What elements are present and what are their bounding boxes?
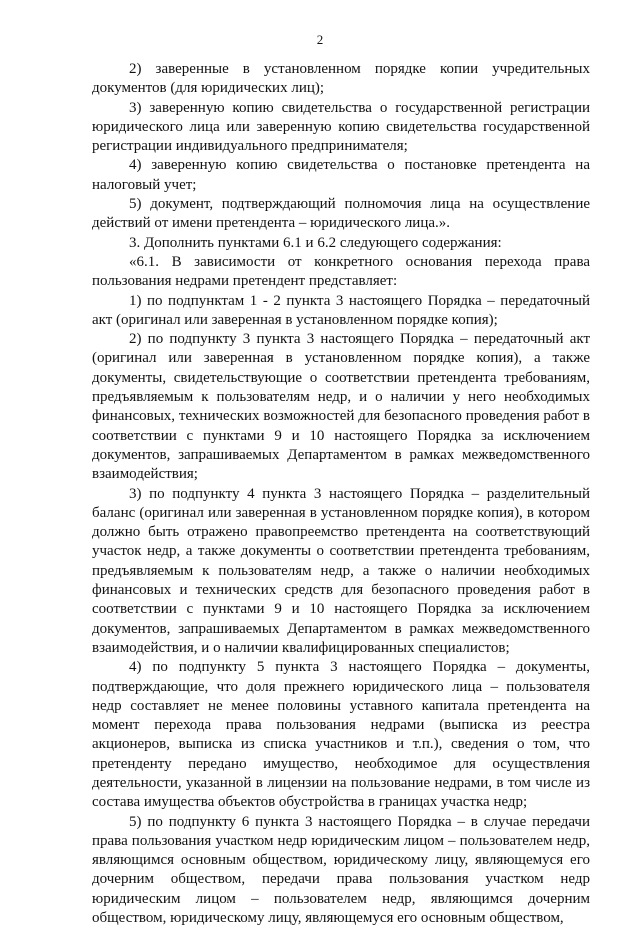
paragraph: 2) заверенные в установленном порядке копии учредительных документов (для юридических лиц);	[92, 61, 590, 97]
paragraph: 3) заверенную копию свидетельства о государственной регистрации юридического лица или заверенную копию свидетельства государственной регистрации индивидуального предпринимателя;	[92, 99, 590, 155]
paragraph: 4) заверенную копию свидетельства о постановке претендента на налоговый учет;	[92, 157, 590, 193]
page-number: 2	[316, 32, 324, 47]
paragraph: 3) по подпункту 4 пункта 3 настоящего Порядка – разделительный баланс (оригинал или заверенная в установленном порядке копия), в котором должно быть отражено правопреемство претендента на соответствующий участок недр, а также документы о соответствии претендента требованиям, предъявляемым к пользователям недр, а также о наличии необходимых финансовых и технических средств для безопасного проведения работ в соответствии с пунктами 9 и 10 настоящего Порядка за исключением документов, запрашиваемых Департаментом в рамках межведомственного взаимодействия, и о наличии квалифицированных специалистов;	[92, 485, 590, 656]
paragraph: 1) по подпунктам 1 - 2 пункта 3 настоящего Порядка – передаточный акт (оригинал или заверенная в установленном порядке копия);	[92, 292, 590, 328]
paragraph: 5) документ, подтверждающий полномочия лица на осуществление действий от имени претендента – юридического лица.».	[92, 196, 590, 232]
document-body	[92, 60, 590, 928]
paragraph: 5) по подпункту 6 пункта 3 настоящего Порядка – в случае передачи права пользования участком недр юридическим лицом – пользователем недр, являющимся основным обществом, юридическому лицу, являющемуся его дочерним обществом, передачи права пользования участком недр юридическим лицом – пользователем недр, являющимся дочерним обществом, юридическому лицу, являющемуся его основным обществом,	[92, 813, 590, 927]
paragraph: 2) по подпункту 3 пункта 3 настоящего Порядка – передаточный акт (оригинал или заверенная в установленном порядке копия), а также документы, свидетельствующие о соответствии претендента требованиям, предъявляемым к пользователям недр, и о наличии у него необходимых финансовых, технических возможностей для безопасного проведения работ в соответствии с пунктами 9 и 10 настоящего Порядка за исключением документов, запрашиваемых Департаментом в рамках межведомственного взаимодействия;	[92, 331, 590, 483]
paragraph: 4) по подпункту 5 пункта 3 настоящего Порядка – документы, подтверждающие, что доля прежнего юридического лица – пользователя недр составляет не менее половины уставного капитала претендента на момент перехода права пользования недрами (выписка из реестра акционеров, выписка из списка участников и т.п.), сведения о том, что претенденту передано имущество, необходимое для осуществления деятельности, указанной в лицензии на пользование недрами, в том числе из состава имущества объектов обустройства в границах участка недр;	[92, 659, 590, 811]
paragraph: 3. Дополнить пунктами 6.1 и 6.2 следующего содержания:	[129, 234, 502, 251]
paragraph: «6.1. В зависимости от конкретного основания перехода права пользования недрами претендент представляет:	[92, 253, 590, 290]
